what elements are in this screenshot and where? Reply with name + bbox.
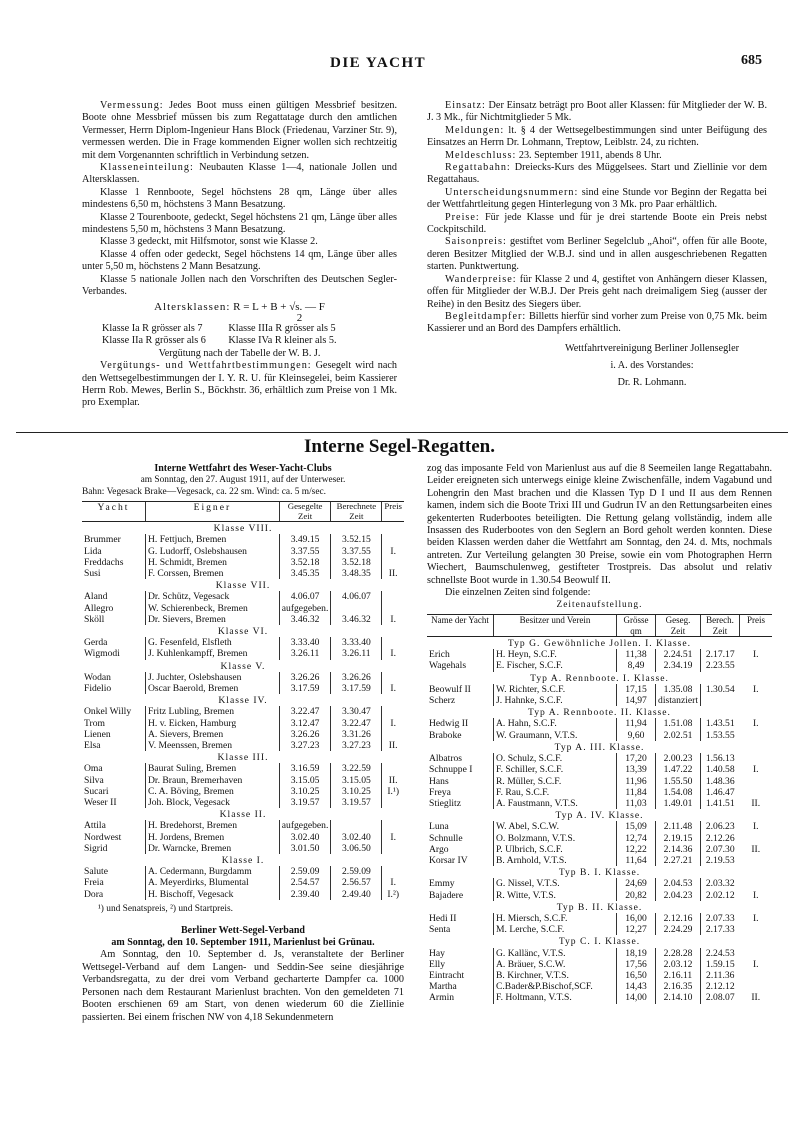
table-row: Silva Dr. Braun, Bremerhaven 3.15.05 3.15.05 II. — [82, 775, 404, 786]
class-heading: Klasse VI. — [217, 626, 269, 638]
right-paragraph: Saisonpreis: gestiftet vom Berliner Segelclub „Ahoi“, offen für alle Boote, deren Besitzer Mitglied der W.B.J. sind und in allen ausgeschriebenen Regatten starten. Punktwertung. — [427, 236, 767, 273]
table-row: Dora H. Bischoff, Vegesack 2.39.40 2.49.40 I.²) — [82, 889, 404, 900]
table-row: Trom H. v. Eicken, Hamburg 3.12.47 3.22.47 I. — [82, 718, 404, 729]
class-heading: Typ G. Gewöhnliche Jollen. I. Klasse. — [507, 638, 692, 650]
table-row: Wigmodi J. Kuhlenkampff, Bremen 3.26.11 3.26.11 I. — [82, 648, 404, 659]
table-row: Nordwest H. Jordens, Bremen 3.02.40 3.02.40 I. — [82, 832, 404, 843]
weser-date: am Sonntag, den 27. August 1911, auf der Unterweser. — [140, 475, 346, 485]
signature-line: i. A. des Vorstandes: — [610, 359, 694, 371]
table-header — [82, 502, 404, 522]
class-heading: Typ A. IV. Klasse. — [555, 810, 644, 822]
wsv-report: Am Sonntag, den 10. September d. Js, veranstaltete der Berliner Wettsegel-Verband auf dem Langen- und Seddin-See seine diesjährige Verbandsregatta, zu der drei vom Verband gecharterte Dampfer ca. 1000 Personen nach dem Restaurant Marienlust brachten. Von den gemeldeten 71 Booten erschienen 69 am Start, von denen wiederum 60 die Ziellinie passierten. Bei einem frischen NW von 4,18 Sekundenmetern — [82, 949, 404, 1023]
left-paragraph: Klasse 4 offen oder gedeckt, Segel höchstens 14 qm, Länge über alles unter 5,50 m, höchstens 2 Mann Besatzung. — [82, 248, 397, 273]
right-paragraph: Regattabahn: Dreiecks-Kurs des Müggelsees. Start und Ziellinie vor dem Regattahaus. — [427, 162, 767, 186]
table-row: Beowulf II W. Richter, S.C.F. 17,15 1.35.08 1.30.54 I. — [429, 683, 759, 695]
table-row: Korsar IV B. Arnhold, V.T.S. 11,64 2.27.21 2.19.53 — [427, 855, 772, 866]
table-row: Hedwig II A. Hahn, S.C.F. 11,94 1.51.08 1.43.51 I. — [429, 718, 759, 730]
column-header: Name der Yacht — [427, 615, 494, 637]
table-row: Allegro W. Schierenbeck, Bremen aufgegeben. — [82, 603, 404, 614]
table-row: Weser II Joh. Block, Vegesack 3.19.57 3.19.57 — [82, 797, 404, 808]
class-heading: Klasse VII. — [215, 580, 271, 592]
table-row: Schnulle O. Bolzmann, V.T.S. 12,74 2.19.15 2.12.26 — [427, 833, 772, 844]
left-paragraph: Klasse 5 nationale Jollen nach den Vorschriften des Deutschen Segler-Verbandes. — [82, 273, 397, 298]
column-header: Besitzer und Verein — [494, 615, 617, 637]
class-heading: Typ B. II. Klasse. — [556, 901, 643, 913]
table-row: Sucari C. A. Böving, Bremen 3.10.25 3.10.25 I.¹) — [82, 786, 404, 797]
regatta-report: zog das imposante Feld von Marienlust aus auf die 8 Seemeilen lange Regattabahn. Leider ereigneten sich unterwegs einige kleine Zwischenfälle, indem Vagabund und Lohengrin den Mast brachen und die Klassen Typ D I und II aus dem Rennen kamen, indem sich die Boote Trixi III und Gudrun IV an den Rettungsarbeiten eines gekenterten Ruderbootes beteiligten. Die Rettung gelang vollständig, indem alle Insassen des Ruderbootes von den Seglern an Bord geholt werden konnten. Diese beiden Klassen werden daher die Wettfahrt am Sonntag, den 24. d. Mts, nochmals antreten. Zur Verteilung gelangten 30 Preise, sowie ein vom Photographen Herrn Wiechert, Baumschulenweg, gestifteter Trostpreis. Das absolut und relativ schnellste Boot wurde in 1.30.54 Beowulf II. Die einzelnen Zeiten sind folgende: — [427, 463, 772, 599]
age-class-formula — [82, 301, 397, 323]
table-row: Argo P. Ulbrich, S.C.F. 12,22 2.14.36 2.07.30 II. — [429, 843, 761, 855]
section-rule — [16, 432, 788, 433]
table-row: Armin F. Holtmann, V.T.S. 14,00 2.14.10 2.08.07 II. — [429, 992, 761, 1004]
table-row: Attila H. Bredehorst, Bremen aufgegeben. — [82, 820, 404, 831]
weser-table — [82, 501, 404, 900]
right-paragraph: Unterscheidungsnummern: sind eine Stunde vor Beginn der Regatta bei der Wettfahrtleitung gegen Hinterlegung von 3 Mk. pro Paar erhältlich. — [427, 186, 767, 211]
table-row: Elly A. Bräuer, S.C.W. 17,56 2.03.12 1.59.15 I. — [429, 958, 759, 970]
table-row: Senta M. Lerche, S.C.F. 12,27 2.24.29 2.17.33 — [427, 924, 772, 935]
times-table — [427, 614, 772, 1004]
class-heading: Typ B. I. Klasse. — [558, 867, 641, 879]
right-paragraph: Meldeschluss: 23. September 1911, abends 8 Uhr. — [445, 149, 662, 161]
table-row: Schnuppe I F. Schiller, S.C.F. 13,39 1.47.22 1.40.58 I. — [429, 764, 759, 776]
page-number: 685 — [741, 53, 762, 68]
left-paragraph: Vermessung: Jedes Boot muss einen gültigen Messbrief besitzen. Boote ohne Messbrief müssen bis zum Regattatage durch den amtlichen Vermesser, Herrn Diplom-Ingenieur Hans Block (Friedenau, Varziner Str. 9), vermessen werden. Die in Frage kommenden Eigner wollen sich rechtzeitig mit dem Vorgenannten schriftlich in Verbindung setzen. — [82, 100, 397, 161]
left-paragraph: Klasse 3 gedeckt, mit Hilfsmotor, sonst wie Klasse 2. — [100, 236, 318, 248]
weser-results — [82, 463, 404, 1024]
table-row: Bajadere R. Witte, V.T.S. 20,82 2.04.23 2.02.12 I. — [429, 889, 759, 901]
wsv-subtitle: am Sonntag, den 10. September 1911, Marienlust bei Grünau. — [111, 937, 375, 949]
left-paragraph: Klasse 2 Tourenboote, gedeckt, Segel höchstens 21 qm, Länge über alles mindestens 5,50 m, höchstens 3 Mann Besatzung. — [82, 211, 397, 236]
table-row: Luna W. Abel, S.C.W. 15,09 2.11.48 2.06.23 I. — [429, 821, 759, 833]
column-header: Gesegelte Zeit — [279, 502, 331, 522]
signature-block — [537, 340, 767, 391]
table-row: Freia A. Meyerdirks, Blumental 2.54.57 2.56.57 I. — [82, 877, 404, 888]
table-row: Elsa V. Meenssen, Bremen 3.27.23 3.27.23 II. — [82, 740, 404, 751]
signature-line: Wettfahrtvereinigung Berliner Jollensegler — [564, 342, 739, 354]
table-row: Gerda G. Fesenfeld, Elsfleth 3.33.40 3.33.40 — [82, 637, 404, 648]
table-row: Onkel Willy Fritz Lubling, Bremen 3.22.47 3.30.47 — [82, 706, 404, 717]
table-row: Freya F. Rau, S.C.F. 11,84 1.54.08 1.46.47 — [427, 787, 772, 798]
table-row: Albatros O. Schulz, S.C.F. 17,20 2.00.23 1.56.13 — [427, 753, 772, 764]
left-column-top — [82, 100, 397, 410]
formula-label: Altersklassen: — [154, 300, 231, 313]
right-paragraph: Preise: Für jede Klasse und für je drei startende Boote ein Preis nebst Cockpitschild. — [427, 211, 767, 236]
times-title: Zeitenaufstellung. — [556, 600, 643, 611]
column-header: Grösse qm — [617, 615, 656, 637]
weser-course: Bahn: Vegesack Brake—Vegesack, ca. 22 sm. Wind: ca. 5 m/sec. — [82, 486, 326, 497]
column-header: Preis — [740, 615, 773, 637]
class-heading: Klasse VIII. — [213, 523, 273, 535]
table-row: Eintracht B. Kirchner, V.T.S. 16,50 2.16.11 2.11.36 — [427, 970, 772, 981]
table-row: Freddachs H. Schmidt, Bremen 3.52.18 3.52.18 — [82, 557, 404, 568]
table-row: Braboke W. Graumann, V.T.S. 9,60 2.02.51 1.53.55 — [427, 730, 772, 741]
class-heading: Typ A. III. Klasse. — [554, 741, 645, 753]
signature-line: Dr. R. Lohmann. — [617, 376, 687, 388]
table-row: Fidelio Oscar Baerold, Bremen 3.17.59 3.17.59 I. — [82, 683, 404, 694]
right-column-top — [427, 100, 767, 391]
column-header: Berechnete Zeit — [331, 502, 382, 522]
table-row: Sköll Dr. Sievers, Bremen 3.46.32 3.46.32 I. — [82, 614, 404, 625]
age-class-list — [102, 323, 397, 348]
weser-footnote: ¹) und Senatspreis, ²) und Startpreis. — [98, 903, 234, 914]
table-row: Wodan J. Juchter, Oslebshausen 3.26.26 3.26.26 — [82, 672, 404, 683]
right-column-bottom — [427, 463, 772, 1004]
column-header: Berech. Zeit — [701, 615, 740, 637]
table-header — [427, 615, 772, 637]
column-header: Yacht — [82, 502, 146, 522]
column-header: Preis — [382, 502, 404, 522]
column-header: Eigner — [146, 502, 280, 522]
right-paragraph: Begleitdampfer: Billetts hierfür sind vorher zum Preise von 0,75 Mk. beim Kassierer und an Bord des Dampfers erhältlich. — [427, 310, 767, 335]
table-row: Hedi II H. Miersch, S.C.F. 16,00 2.12.16 2.07.33 I. — [429, 912, 759, 924]
class-heading: Typ A. Rennboote. I. Klasse. — [530, 672, 669, 684]
left-paragraph-rules: Vergütungs- und Wettfahrtbestimmungen: Gesegelt wird nach den Wettsegelbestimmungen der I. Y. R. U. für Kleinsegelei, beim Kassierer Herrn Rob. Mewes, Berlin S., Böckhstr. 36, erhältlich zum Preise von 1 Mk. pro Exemplar. — [82, 360, 397, 409]
table-row: Lida G. Ludorff, Oslebshausen 3.37.55 3.37.55 I. — [82, 546, 404, 557]
class-heading: Klasse IV. — [218, 695, 268, 707]
class-heading: Typ C. I. Klasse. — [558, 936, 641, 948]
right-paragraph: Einsatz: Der Einsatz beträgt pro Boot aller Klassen: für Mitglieder der W. B. J. 3 Mk., für Nichtmitglieder 5 Mk. — [427, 100, 767, 124]
age-class-row: Klasse Ia R grösser als 7 Klasse IIIa R grösser als 5 — [102, 322, 336, 334]
table-row: Susi F. Corssen, Bremen 3.45.35 3.48.35 II. — [82, 568, 404, 579]
right-paragraph: Meldungen: lt. § 4 der Wettsegelbestimmungen sind unter Beifügung des Einsatzes an Herrn Dr. Lohmann, Treptow, Leiblstr. 24, zu richten. — [427, 124, 767, 149]
left-paragraph: Klasseneinteilung: Neubauten Klasse 1—4, nationale Jollen und Altersklassen. — [82, 162, 397, 186]
running-header: DIE YACHT — [330, 55, 427, 71]
table-row: Oma Baurat Suling, Bremen 3.16.59 3.22.59 — [82, 763, 404, 774]
table-row: Hay G. Kallänc, V.T.S. 18,19 2.28.28 2.24.53 — [427, 948, 772, 959]
right-paragraph: Wanderpreise: für Klasse 2 und 4, gestiftet von Anhängern dieser Klassen, offen für Mitglieder der W.B.J. Der Preis geht nach dreimaligem Sieg (ausser der Reihe) in den Besitz des Siegers über. — [427, 273, 767, 310]
table-row: Lienen A. Sievers, Bremen 3.26.26 3.31.26 — [82, 729, 404, 740]
table-row: Scherz J. Hahnke, S.C.F. 14,97 distanziert — [427, 695, 772, 706]
left-paragraph: Klasse 1 Rennboote, Segel höchstens 28 qm, Länge über alles mindestens 6,50 m, höchstens 3 Mann Besatzung. — [82, 186, 397, 211]
table-row: Martha C.Bader&P.Bischof,SCF. 14,43 2.16.35 2.12.12 — [427, 981, 772, 992]
class-heading: Klasse III. — [217, 752, 269, 764]
age-class-row: Klasse IIa R grösser als 6 Klasse IVa R kleiner als 5. — [102, 335, 337, 347]
table-row: Salute A. Cedermann, Burgdamm 2.59.09 2.59.09 — [82, 866, 404, 877]
age-class-note: Vergütung nach der Tabelle der W. B. J. — [158, 347, 321, 359]
weser-title: Interne Wettfahrt des Weser-Yacht-Clubs — [154, 463, 332, 474]
table-row: Brummer H. Fettjuch, Bremen 3.49.15 3.52.15 — [82, 534, 404, 545]
wsv-title: Berliner Wett-Segel-Verband — [181, 925, 305, 937]
class-heading: Klasse I. — [221, 855, 265, 867]
table-row: Wagehals E. Fischer, S.C.F. 8,49 2.34.19 2.23.55 — [427, 660, 772, 671]
table-row: Erich H. Heyn, S.C.F. 11,38 2.24.51 2.17.17 I. — [429, 649, 759, 661]
table-row: Sigrid Dr. Warncke, Bremen 3.01.50 3.06.50 — [82, 843, 404, 854]
formula-expression: R = L + B + √s. — F — [233, 300, 325, 313]
table-row: Hans R. Müller, S.C.F. 11,96 1.55.50 1.48.36 — [427, 776, 772, 787]
class-heading: Typ A. Rennboote. II. Klasse. — [528, 707, 671, 719]
table-row: Aland Dr. Schütz, Vegesack 4.06.07 4.06.07 — [82, 591, 404, 602]
column-header: Geseg. Zeit — [656, 615, 701, 637]
section-title: Interne Segel-Regatten. — [303, 436, 495, 457]
class-heading: Klasse V. — [220, 660, 266, 672]
table-row: Emmy G. Nissel, V.T.S. 24,69 2.04.53 2.03.32 — [427, 878, 772, 889]
table-row: Stieglitz A. Faustmann, V.T.S. 11,03 1.49.01 1.41.51 II. — [429, 797, 761, 809]
formula-denominator: 2 — [296, 311, 303, 324]
class-heading: Klasse II. — [219, 809, 267, 821]
